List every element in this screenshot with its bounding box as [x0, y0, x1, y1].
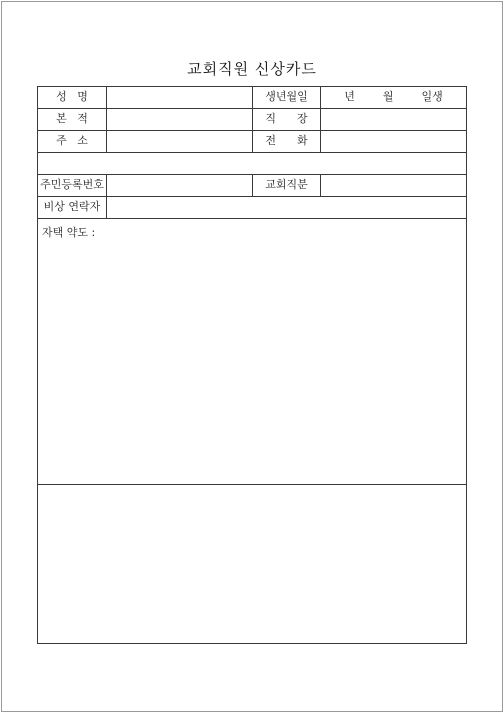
phone-field[interactable] [321, 131, 466, 152]
table-line [37, 643, 467, 644]
address-continuation-field[interactable] [38, 153, 466, 174]
address-field[interactable] [107, 131, 252, 152]
home-map-area[interactable] [38, 240, 466, 484]
resident-id-label: 주민등록번호 [40, 178, 104, 191]
emergency-contact-label: 비상 연락자 [43, 200, 101, 213]
workplace-field[interactable] [321, 109, 466, 130]
birthdate-label: 생년월일 [265, 90, 308, 103]
registered-domicile-field[interactable] [107, 109, 252, 130]
registered-domicile-label: 본 적 [56, 112, 88, 125]
form-title: 교회직원 신상카드 [187, 60, 317, 78]
table-line [37, 218, 467, 219]
address-label: 주 소 [56, 134, 88, 147]
name-field[interactable] [107, 87, 252, 108]
resident-id-field[interactable] [107, 175, 252, 196]
phone-label: 전 화 [265, 134, 308, 147]
church-role-label: 교회직분 [265, 178, 308, 191]
workplace-label: 직 장 [265, 112, 308, 125]
notes-area[interactable] [38, 485, 466, 643]
church-role-field[interactable] [321, 175, 466, 196]
name-label: 성 명 [56, 90, 88, 103]
emergency-contact-field[interactable] [107, 197, 466, 218]
table-line [466, 86, 467, 644]
home-map-label: 자택 약도 : [42, 226, 96, 239]
birthdate-field[interactable]: 년 월 일생 [344, 90, 443, 103]
